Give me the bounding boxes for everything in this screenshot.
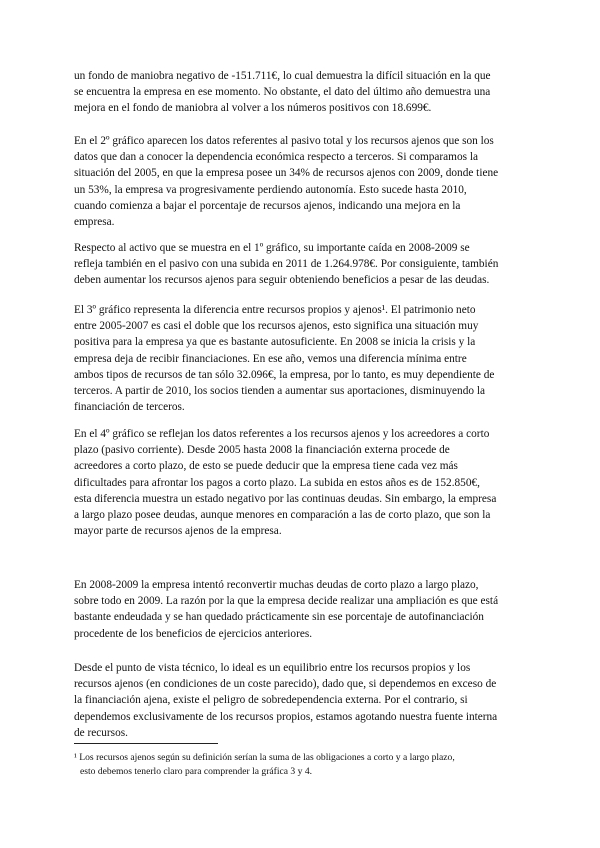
text-line: recursos ajenos (en condiciones de un coste parecido), dado que, si dependemos en exceso de [74,678,497,691]
paragraph-equilibrio-recursos [74,660,526,741]
text-line: entre 2005-2007 es casi el doble que los recursos ajenos, esto significa una situación muy [74,320,479,333]
text-line: terceros. A partir de 2010, los socios tienden a aumentar sus aportaciones, disminuyendo la [74,385,485,398]
text-line: dificultades para afrontar los pagos a corto plazo. La subida en estos años es de 152.850€, [74,476,480,489]
paragraph-fondo-maniobra [74,68,526,117]
text-line: dependemos exclusivamente de los recursos propios, estamos agotando nuestra fuente interna [74,710,498,723]
text-line: cuando comienza a bajar el porcentaje de recursos ajenos, indicando una mejora en la [74,199,461,212]
paragraph-grafico-1 [74,240,526,289]
text-line: El 3º gráfico representa la diferencia entre recursos propios y ajenos¹. El patrimonio neto [74,304,476,316]
text-line: empresa. [74,216,115,229]
footnote [74,751,526,778]
paragraph-grafico-4 [74,426,526,539]
paragraph-grafico-3 [74,302,526,415]
text-line: positiva para la empresa ya que es bastante autosuficiente. En 2008 se inicia la crisis y la [74,336,476,349]
text-line: procedente de los beneficios de ejercicios anteriores. [74,627,313,640]
text-line: un 53%, la empresa va progresivamente perdiendo autonomía. Esto sucede hasta 2010, [74,183,467,196]
text-line: empresa deja de recibir financiaciones. En ese año, vemos una diferencia mínima entre [74,352,467,365]
text-line: ambos tipos de recursos de tan sólo 32.096€, la empresa, por lo tanto, es muy dependiente de [74,368,495,381]
text-line: Desde el punto de vista técnico, lo ideal es un equilibrio entre los recursos propios y los [74,662,471,674]
text-line: En el 4º gráfico se reflejan los datos referentes a los recursos ajenos y los acreedores a corto [74,428,490,440]
footnote-line: ¹ Los recursos ajenos según su definición serían la suma de las obligaciones a corto y a largo plazo, [74,752,455,763]
text-line: financiación de terceros. [74,401,185,414]
paragraph-grafico-2 [74,133,526,230]
text-line: mayor parte de recursos ajenos de la empresa. [74,525,282,538]
text-line: refleja también en el pasivo con una subida en 2011 de 1.264.978€. Por consiguiente, también [74,258,499,271]
text-line: mejora en el fondo de maniobra al volver a los números positivos con 18.699€. [74,102,432,115]
text-line: deben aumentar los recursos ajenos para seguir obteniendo beneficios a pesar de las deudas. [74,274,490,287]
paragraph-reconversion-deudas [74,577,526,642]
text-line: datos que dan a conocer la dependencia económica respecto a terceros. Si comparamos la [74,151,478,164]
text-line: sobre todo en 2009. La razón por la que la empresa decide realizar una ampliación es que está [74,595,499,608]
text-line: situación del 2005, en que la empresa posee un 34% de recursos ajenos con 2009, donde tiene [74,167,499,180]
text-line: En el 2º gráfico aparecen los datos referentes al pasivo total y los recursos ajenos que son los [74,135,494,147]
text-line: se encuentra la empresa en ese momento. No obstante, el dato del último año demuestra una [74,86,491,99]
text-line: bastante endeudada y se han quedado prácticamente sin ese porcentaje de autofinanciación [74,611,484,624]
footnote-line: esto debemos tenerlo claro para comprender la gráfica 3 y 4. [80,765,313,777]
text-line: a largo plazo posee deudas, aunque menores en comparación a las de corto plazo, que son la [74,509,491,522]
text-line: de recursos. [74,726,128,739]
footnote-divider [74,743,218,744]
text-line: la financiación ajena, existe el peligro de sobredependencia externa. Por el contrario, si [74,694,468,707]
text-line: Respecto al activo que se muestra en el 1º gráfico, su importante caída en 2008-2009 se [74,242,470,254]
text-line: un fondo de maniobra negativo de -151.711€, lo cual demuestra la difícil situación en la que [74,70,491,82]
text-line: En 2008-2009 la empresa intentó reconvertir muchas deudas de corto plazo a largo plazo, [74,579,479,591]
text-line: acreedores a corto plazo, de esto se puede deducir que la empresa tiene cada vez más [74,460,458,473]
text-line: esta diferencia muestra un estado negativo por las continuas deudas. Sin embargo, la empresa [74,492,497,505]
text-line: plazo (pasivo corriente). Desde 2005 hasta 2008 la financiación externa procede de [74,444,450,457]
